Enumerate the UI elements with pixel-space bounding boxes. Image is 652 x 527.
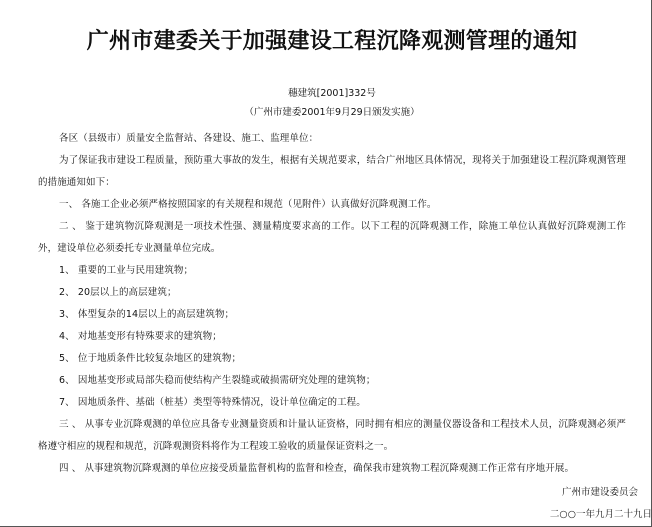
issue-note: （广州市建委2001年9月29日颁发实施） (244, 107, 420, 118)
sub-item-3: 3、 体型复杂的14层以上的高层建筑物； (59, 309, 235, 320)
sub-item-2: 2、 20层以上的高层建筑； (59, 287, 177, 298)
sub-item-5: 5、 位于地质条件比较复杂地区的建筑物； (59, 353, 242, 364)
sub-item-7: 7、 因地质条件、基础（桩基）类型等特殊情况，设计单位确定的工程。 (59, 397, 366, 408)
document-title: 广州市建委关于加强建设工程沉降观测管理的通知 (86, 28, 578, 54)
item-1: 一、 各施工企业必须严格按照国家的有关规程和规范（见附件）认真做好沉降观测工作。 (59, 199, 437, 210)
sub-item-6: 6、 因地基变形或局部失稳而使结构产生裂缝或破损需研究处理的建筑物； (59, 375, 376, 386)
item-3: 三 、 从事专业沉降观测的单位应具备专业测量资质和计量认证资格，同时拥有相应的测量仪器设备和工程技术人员，沉降观测必须严格遵守相应的规程和规范，沉降观测资料将作为工程竣工验收的质量保证资料之一。 (38, 419, 626, 452)
sub-item-4: 4、 对地基变形有特殊要求的建筑物； (59, 331, 222, 342)
sub-item-1: 1、 重要的工业与民用建筑物； (59, 265, 194, 276)
salutation: 各区（县级市）质量安全监督站、各建设、施工、监理单位： (59, 133, 319, 144)
document-number: 穗建筑[2001]332号 (288, 88, 376, 99)
item-2: 二 、 鉴于建筑物沉降观测是一项技术性强、测量精度要求高的工作。以下工程的沉降观测工作，除施工单位认真做好沉降观测工作外，建设单位必须委托专业测量单位完成。 (38, 221, 626, 254)
signature-org: 广州市建设委员会 (561, 487, 638, 498)
signature-date: 二○○一年九月二十九日 (549, 509, 652, 520)
intro-paragraph: 为了保证我市建设工程质量，预防重大事故的发生，根据有关规范要求，结合广州地区具体情况，现将关于加强建设工程沉降观测管理的措施通知如下： (38, 155, 626, 188)
item-4: 四 、 从事建筑物沉降观测的单位应接受质量监督机构的监督和检查，确保我市建筑物工程沉降观测工作正常有序地开展。 (59, 463, 575, 474)
